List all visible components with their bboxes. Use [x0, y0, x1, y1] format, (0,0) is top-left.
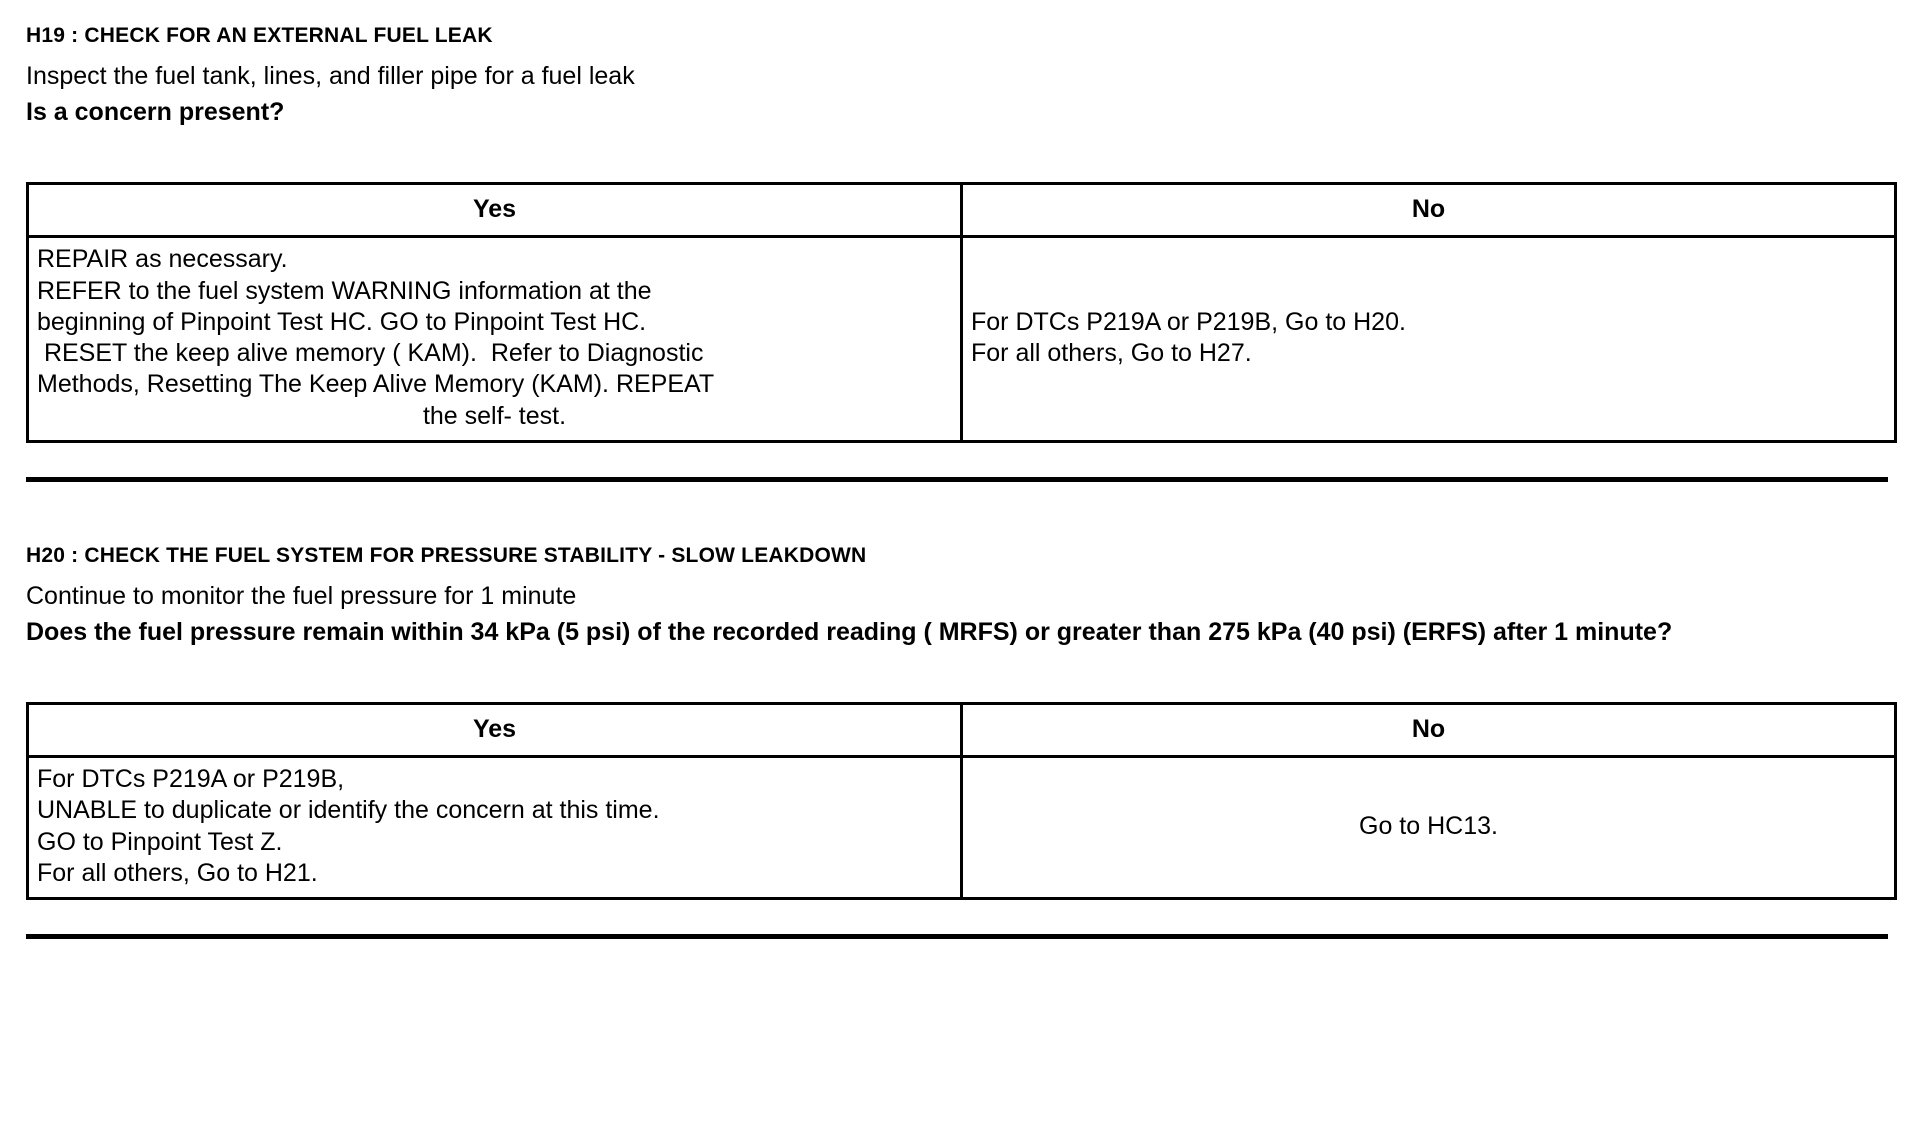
answer-line: For all others, Go to H21.: [37, 858, 318, 887]
step-title-h19: H19 : CHECK FOR AN EXTERNAL FUEL LEAK: [26, 24, 493, 47]
table-row: [28, 237, 1896, 442]
answer-line: REFER to the fuel system WARNING information at the: [37, 276, 652, 305]
answer-table-h19: [26, 182, 1897, 443]
answer-no-text: [963, 301, 1894, 378]
answer-yes-text: [29, 238, 960, 440]
answer-table-h20: [26, 702, 1897, 900]
answer-line: the self- test.: [422, 401, 567, 430]
answer-line: For DTCs P219A or P219B,: [37, 765, 345, 793]
pinpoint-step-h20: [24, 544, 1886, 939]
answer-line: Go to HC13.: [1359, 811, 1498, 840]
answer-line: beginning of Pinpoint Test HC. GO to Pinpoint Test HC.: [37, 307, 647, 336]
answer-line: RESET the keep alive memory ( KAM). Refer to Diagnostic: [37, 339, 704, 367]
answer-cell-yes: [28, 237, 962, 442]
step-question-h20: Does the fuel pressure remain within 34 kPa (5 psi) of the recorded reading ( MRFS) or greater than 275 kPa (40 psi) (ERFS) after 1 minute?: [26, 617, 1673, 646]
answer-line: For DTCs P219A or P219B, Go to H20.: [971, 307, 1406, 336]
table-row: [28, 757, 1896, 899]
answer-line: REPAIR as necessary.: [37, 245, 288, 274]
answer-cell-yes: [28, 757, 962, 899]
answer-cell-no: [962, 237, 1896, 442]
column-header-no: No: [962, 704, 1896, 757]
answer-cell-no: [962, 757, 1896, 899]
column-header-yes: Yes: [28, 184, 962, 237]
step-instruction-h19: Inspect the fuel tank, lines, and filler pipe for a fuel leak: [26, 62, 635, 90]
answer-line: For all others, Go to H27.: [971, 339, 1252, 367]
step-instruction-h20: Continue to monitor the fuel pressure for 1 minute: [26, 581, 577, 610]
answer-no-text: [963, 805, 1894, 850]
table-header-row: [28, 704, 1896, 757]
column-header-yes: Yes: [28, 704, 962, 757]
step-title-h20: H20 : CHECK THE FUEL SYSTEM FOR PRESSURE STABILITY - SLOW LEAKDOWN: [26, 543, 867, 567]
step-question-h19: Is a concern present?: [26, 98, 285, 126]
answer-line: Methods, Resetting The Keep Alive Memory (KAM). REPEAT: [37, 370, 715, 399]
pinpoint-step-h19: [24, 24, 1886, 482]
answer-line: GO to Pinpoint Test Z.: [37, 827, 283, 856]
answer-line: UNABLE to duplicate or identify the concern at this time.: [37, 796, 660, 825]
table-header-row: [28, 184, 1896, 237]
answer-yes-text: [29, 758, 960, 897]
column-header-no: No: [962, 184, 1896, 237]
section-divider: [26, 934, 1888, 939]
